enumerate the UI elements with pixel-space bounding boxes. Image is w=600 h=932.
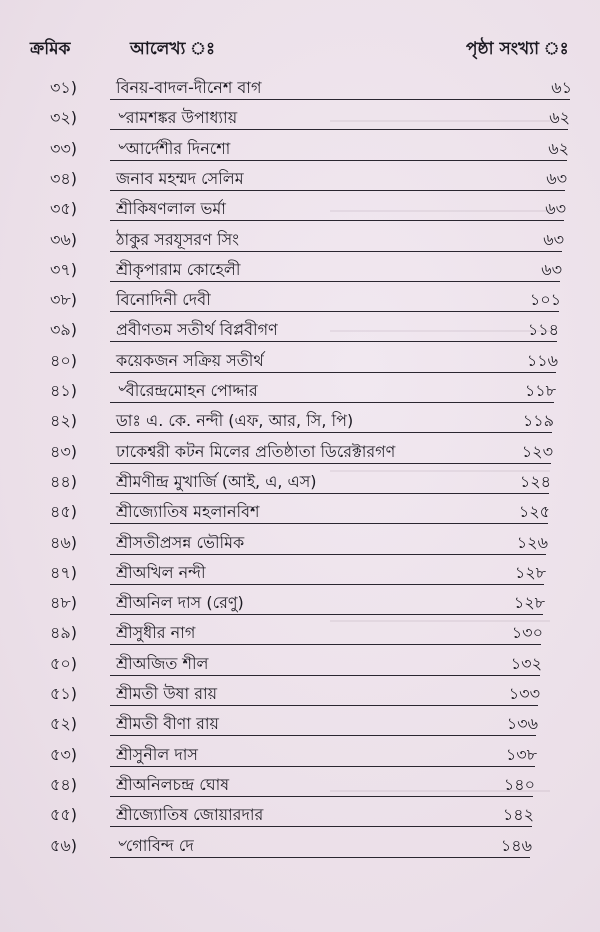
entry-page-number: ১২৮ [514,563,546,582]
entry-number: ৪৬) [50,533,78,552]
entry-title: শ্রীজ্যোতিষ জোয়ারদার [116,805,264,824]
entry-number: ৫১) [50,684,78,703]
contents-entry [0,440,600,464]
entry-title: শ্রীঅনিলচন্দ্র ঘোষ [116,775,230,794]
contents-entry [0,531,600,555]
entry-page-number: ১২৫ [518,502,550,521]
entry-title: বিনয়-বাদল-দীনেশ বাগ [116,78,262,97]
entry-number: ৫০) [50,654,78,673]
contents-entry [0,379,600,403]
contents-entry [0,349,600,373]
entry-underline [110,493,549,494]
entry-title: শ্রীমণীন্দ্র মুখার্জি (আই, এ, এস) [116,472,317,491]
entry-number: ৩৮) [50,290,78,309]
entry-number: ৩৬) [50,230,78,249]
entry-number: ৩৫) [50,199,78,218]
entry-number: ৫২) [50,714,78,733]
entry-underline [110,311,559,312]
entry-number: ৩৯) [50,320,78,339]
entry-title: প্রবীণতম সতীর্থ বিপ্লবীগণ [116,320,278,339]
entry-number: ৫৬) [50,836,78,855]
entry-title: শ্রীজ্যোতিষ মহলানবিশ [116,502,260,521]
entry-number: ৪৩) [50,442,78,461]
entry-underline [110,220,564,221]
contents-entry [0,652,600,676]
entry-page-number: ৬৩ [543,230,564,249]
entry-title: শ্রীমতী বীণা রায় [116,714,219,733]
contents-entry [0,561,600,585]
entry-underline [110,463,551,464]
serial-column-heading: ক্রমিক [30,39,71,59]
entry-page-number: ১৩৩ [508,684,540,703]
entry-underline [110,160,567,161]
entry-page-number: ১৪২ [502,805,534,824]
entry-underline [110,796,533,797]
entry-page-number: ১৩২ [510,654,542,673]
contents-entry [0,167,600,191]
entry-page-number: ৬১ [551,78,572,97]
entry-title: ৺আর্দেশীর দিনশো [116,139,231,158]
contents-entry [0,773,600,797]
entry-page-number: ১৪৬ [500,836,532,855]
entry-underline [110,99,570,100]
entry-title: ৺রামশঙ্কর উপাধ্যায় [116,108,238,127]
entry-underline [110,766,535,767]
entry-page-number: ১০১ [529,290,561,309]
entry-page-number: ১২৮ [513,593,545,612]
entry-number: ৪৭) [50,563,78,582]
entry-title: ৺গোবিন্দ দে [116,836,194,855]
entry-number: ৪০) [50,351,78,370]
contents-entry [0,258,600,282]
entry-number: ৪১) [50,381,78,400]
entry-title: ডাঃ এ. কে. নন্দী (এফ, আর, সি, পি) [116,411,354,430]
entry-underline [110,705,538,706]
entry-number: ৩২) [50,108,78,127]
entry-number: ৪৮) [50,593,78,612]
entry-title: শ্রীকিষণলাল ভর্মা [116,199,226,218]
entry-underline [110,554,546,555]
contents-entry [0,743,600,767]
entry-underline [110,614,543,615]
contents-entry [0,228,600,252]
entry-underline [110,432,552,433]
entry-page-number: ৬৩ [546,169,567,188]
entry-number: ৫৫) [50,805,78,824]
entry-underline [110,735,536,736]
entry-underline [110,129,568,130]
entry-page-number: ৬২ [549,108,570,127]
entry-number: ৪২) [50,411,78,430]
entry-page-number: ১১৬ [526,351,558,370]
entry-underline [110,675,540,676]
title-column-heading: আলেখ্য ঃ [130,39,216,59]
entry-underline [110,402,554,403]
contents-entry [0,318,600,342]
entry-underline [110,251,562,252]
entry-title: শ্রীঅজিত শীল [116,654,209,673]
entry-title: জনাব মহম্মদ সেলিম [116,169,244,188]
entry-underline [110,341,557,342]
contents-entry [0,803,600,827]
entry-title: শ্রীঅখিল নন্দী [116,563,206,582]
page-column-heading: পৃষ্ঠা সংখ্যা ঃ [466,39,569,59]
entry-underline [110,523,548,524]
contents-entry [0,409,600,433]
contents-entry [0,197,600,221]
entry-underline [110,826,532,827]
contents-entry [0,621,600,645]
entry-page-number: ১১৯ [522,411,554,430]
entry-underline [110,857,530,858]
entry-page-number: ১২৪ [519,472,551,491]
entry-page-number: ১৩৮ [505,745,537,764]
entry-page-number: ১১৪ [527,320,559,339]
entry-title: শ্রীমতী উষা রায় [116,684,218,703]
entry-underline [110,644,541,645]
entry-page-number: ৬২ [548,139,569,158]
entry-title: শ্রীসুনীল দাস [116,745,198,764]
contents-entry [0,712,600,736]
entry-number: ৪৯) [50,623,78,642]
entry-page-number: ১৩৬ [506,714,538,733]
entry-number: ৪৪) [50,472,78,491]
entry-underline [110,584,544,585]
entry-title: কয়েকজন সক্রিয় সতীর্থ [116,351,264,370]
entry-title: ৺বীরেন্দ্রমোহন পোদ্দার [116,381,258,400]
entry-page-number: ৬৩ [545,199,566,218]
entry-page-number: ১৪০ [503,775,535,794]
entry-underline [110,190,565,191]
entry-page-number: ১২৩ [521,442,553,461]
contents-entry [0,591,600,615]
entry-page-number: ১১৮ [524,381,556,400]
entry-number: ৩৪) [50,169,78,188]
contents-entry [0,500,600,524]
contents-entry [0,137,600,161]
entry-title: বিনোদিনী দেবী [116,290,211,309]
contents-entry [0,470,600,494]
entry-title: শ্রীঅনিল দাস (রেণু) [116,593,244,612]
entry-number: ৫৩) [50,745,78,764]
contents-entry [0,834,600,858]
contents-entry [0,106,600,130]
entry-page-number: ৬৩ [541,260,562,279]
entry-page-number: ১৩০ [511,623,543,642]
entry-title: ঠাকুর সরযূসরণ সিং [116,230,240,249]
entry-number: ৩৩) [50,139,78,158]
contents-entry [0,682,600,706]
entry-title: শ্রীকৃপারাম কোহেলী [116,260,241,279]
entry-number: ৪৫) [50,502,78,521]
entry-title: শ্রীসুধীর নাগ [116,623,196,642]
entry-title: ঢাকেশ্বরী কটন মিলের প্রতিষ্ঠাতা ডিরেক্টারগণ [116,442,396,461]
contents-entry [0,288,600,312]
entry-number: ৩১) [50,78,78,97]
entry-number: ৫৪) [50,775,78,794]
entry-page-number: ১২৬ [516,533,548,552]
contents-entry [0,76,600,100]
entry-title: শ্রীসতীপ্রসন্ন ভৌমিক [116,533,245,552]
entry-number: ৩৭) [50,260,78,279]
entry-underline [110,281,560,282]
entry-underline [110,372,556,373]
